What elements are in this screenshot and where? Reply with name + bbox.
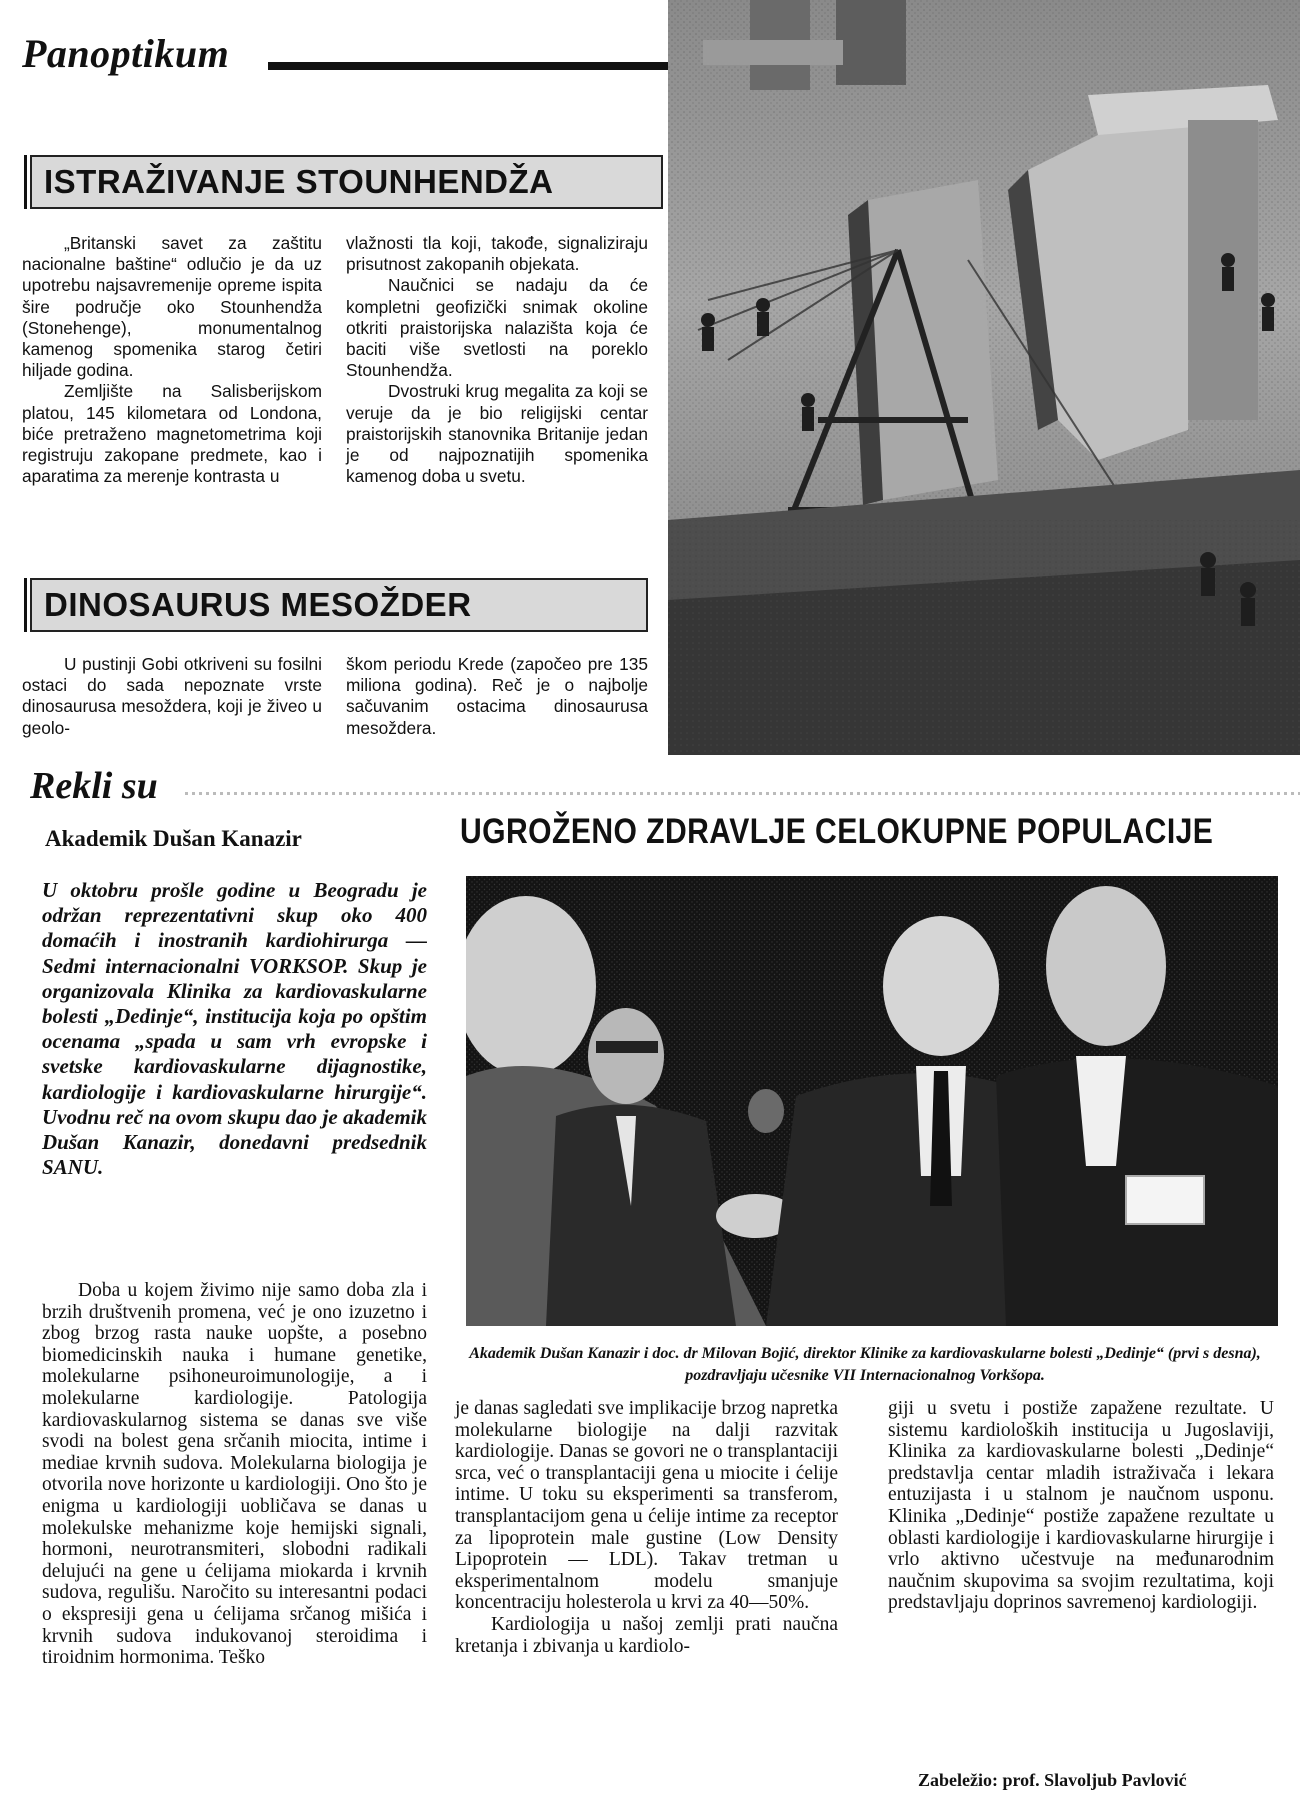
headline-dinosaur: DINOSAURUS MESOŽDER [30,578,648,632]
author-name: Akademik Dušan Kanazir [45,826,302,851]
paragraph: Zemljište na Salisberijskom platou, 145 kilometara od Londona, biće pretraženo magnetometrima koji registruju zakopane predmete, kao i aparatima za merenje kontrasta u [22,381,322,487]
stonehenge-construction-photo [668,0,1300,755]
lead-paragraph: U oktobru prošle godine u Beogradu je održan reprezentativni skup oko 400 domaćih i inostranih kardiohirurga — Sedmi internacionalni VORKSOP. Skup je organizovala Klinika za kardiovaskularne bolesti „Dedinje“, institucija koja po opštim ocenama „spada u sam vrh evropske i svetske kardiovaskularne dijagnostike, kardiologije i kardiovaskularne hirurgije“. Uvodnu reč na ovom skupu dao je akademik Dušan Kanazir, donedavni predsednik SANU. [42,878,427,1180]
article-column [22,233,322,487]
meeting-photo [466,876,1278,1326]
paragraph: Doba u kojem živimo nije samo doba zla i brzih društvenih promena, već je ono izuzetno i zbog brzog rasta nauke uopšte, a posebno biomedicinskih nauka i humane genetike, molekularne psihoneuroimunologije, a i molekularne kardiologije. Patologija kardiovaskularnog sistema se danas sve više svodi na bolest gena srčanih miocita, intime i mediae krvnih sudova. Molekularna biologija je otvorila nove horizonte u kardiologiji. Ono što je enigma u kardiologiji uobličava se danas u molekulske mehanizme koje hemijski signali, hormoni, neurotransmiteri, slobodni radikali delujući na gene u ćelijama miokarda i krvnih sudova, regulišu. Naročito su interesantni podaci o ekspresiji gena u ćelijama srčanog mišića i krvnih sudova indukovanoj steroidima i tiroidnim hormonima. Teško [42,1280,427,1669]
paragraph: giji u svetu i postiže zapažene rezultate. U sistemu kardioloških institucija u Jugoslaviji, Klinika za kardiovaskularne bolesti „Dedinje“ predstavlja centar mladih istraživača i lekara entuzijasta i u stalnom je naučnom usponu. Klinika „Dedinje“ postiže zapažene rezultate u oblasti kardiologije i kardiovaskularne hirurgije i vrlo aktivno učestvuje na međunarodnim naučnim skupovima sa svojim rezultatima, koji predstavljaju doprinos savremenoj kardiologiji. [888,1398,1274,1614]
article-column [455,1398,838,1657]
paragraph: Dvostruki krug megalita za koji se veruje da je bio religijski centar praistorijskih stanovnika Britanije jedan je od najpoznatijih spomenika kamenog doba u svetu. [346,381,648,487]
headline-stonehenge: ISTRAŽIVANJE STOUNHENDŽA [30,155,663,209]
section-title-panoptikum: Panoptikum [22,31,230,76]
article-column [888,1398,1274,1614]
paragraph: U pustinji Gobi otkriveni su fosilni ostaci do sada nepoznate vrste dinosaurusa mesoždera, koji je živeo u geolo- [22,654,322,738]
article-column [346,233,648,487]
photo-caption: Akademik Dušan Kanazir i doc. dr Milovan Bojić, direktor Klinike za kardiovaskularne bolesti „Dedinje“ (prvi s desna), pozdravljaju učesnike VII Internacionalnog Vorkšopa. [469,1345,1261,1384]
paragraph: vlažnosti tla koji, takođe, signaliziraju prisutnost zakopanih objekata. [346,233,648,275]
article-column [22,654,322,739]
signature: Zabeležio: prof. Slavoljub Pavlović [918,1770,1187,1790]
section-title-rekli-su: Rekli su [30,765,158,807]
paragraph: „Britanski savet za zaštitu nacionalne baštine“ odlučio je da uz upotrebu najsavremenije opreme ispita šire područje oko Stounhendža (Stonehenge), monumentalnog kamenog spomenika starog četiri hiljade godina. [22,233,322,381]
paragraph: škom periodu Krede (započeo pre 135 miliona godina). Reč je o najbolje sačuvanim ostacima dinosaurusa mesoždera. [346,654,648,738]
article-column [42,1280,427,1669]
article-lead [42,878,427,1180]
section-rule [185,792,1300,795]
section-rule [268,62,668,70]
paragraph: Kardiologija u našoj zemlji prati naučna kretanja i zbivanja u kardiolo- [455,1613,838,1657]
article-headline: UGROŽENO ZDRAVLJE CELOKUPNE POPULACIJE [460,812,1214,851]
paragraph: Naučnici se nadaju da će kompletni geofizički snimak okoline otkriti praistorijska nalazišta koja će baciti više svetlosti na poreklo Stounhendža. [346,275,648,381]
article-column [346,654,648,739]
paragraph: je danas sagledati sve implikacije brzog napretka molekularne biologije na dalji razvitak kardiologije. Danas se govori ne o transplantaciji srca, već o transplantaciji gena u miocite i ćelije intime. U toku su eksperimenti sa transferom, transplantacijom gena u ćelije intime za receptor za lipoprotein male gustine (Low Density Lipoprotein — LDL). Takav tretman u eksperimentalnom modelu smanjuje koncentraciju holesterola u krvi za 40—50%. [455,1398,838,1614]
